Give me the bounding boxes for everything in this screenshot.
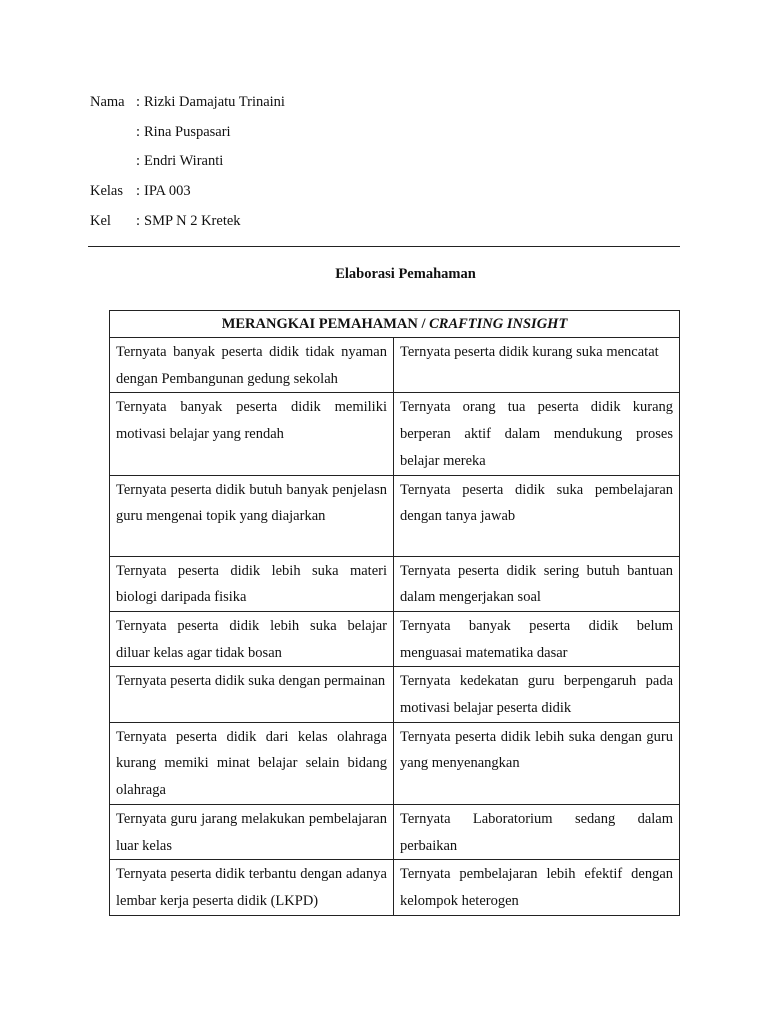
identity-label: Kel bbox=[90, 212, 111, 229]
table-cell-right: Ternyata kedekatan guru berpengaruh pada motivasi belajar peserta didik bbox=[394, 667, 680, 722]
identity-row-group bbox=[90, 209, 690, 239]
table-cell-left: Ternyata peserta didik lebih suka belajar diluar kelas agar tidak bosan bbox=[110, 611, 394, 666]
table-cell-left: Ternyata peserta didik suka dengan permainan bbox=[110, 667, 394, 722]
table-header-row bbox=[110, 311, 680, 338]
table-row bbox=[110, 860, 680, 915]
table-row bbox=[110, 722, 680, 804]
table-row bbox=[110, 475, 680, 556]
crafting-insight-table bbox=[109, 310, 680, 916]
table-cell-left: Ternyata peserta didik lebih suka materi biologi daripada fisika bbox=[110, 556, 394, 611]
table-cell-right: Ternyata peserta didik kurang suka mencatat bbox=[394, 338, 680, 393]
table-header bbox=[110, 311, 680, 338]
table-cell-left: Ternyata peserta didik dari kelas olahraga kurang memiki minat belajar selain bidang olahraga bbox=[110, 722, 394, 804]
table-cell-right: Ternyata peserta didik lebih suka dengan guru yang menyenangkan bbox=[394, 722, 680, 804]
identity-separator: : bbox=[136, 94, 141, 110]
table-cell-left: Ternyata peserta didik terbantu dengan adanya lembar kerja peserta didik (LKPD) bbox=[110, 860, 394, 915]
identity-separator: : bbox=[136, 212, 141, 229]
identity-row-name-3 bbox=[90, 149, 690, 179]
table-header-prefix: MERANGKAI PEMAHAMAN / bbox=[221, 316, 430, 332]
identity-label bbox=[90, 149, 136, 179]
identity-separator: : bbox=[136, 123, 141, 140]
table-cell-right: Ternyata orang tua peserta didik kurang berperan aktif dalam mendukung proses belajar mereka bbox=[394, 393, 680, 475]
identity-separator: : bbox=[136, 153, 141, 170]
table-row bbox=[110, 667, 680, 722]
identity-block bbox=[90, 90, 690, 238]
identity-row-class bbox=[90, 179, 690, 209]
table-cell-right: Ternyata peserta didik suka pembelajaran dengan tanya jawab bbox=[394, 475, 680, 556]
table-cell-left: Ternyata peserta didik butuh banyak penjelasn guru mengenai topik yang diajarkan bbox=[110, 475, 394, 556]
table-row bbox=[110, 556, 680, 611]
table-cell-right: Ternyata Laboratorium sedang dalam perbaikan bbox=[394, 804, 680, 859]
table-cell-right: Ternyata banyak peserta didik belum menguasai matematika dasar bbox=[394, 611, 680, 666]
identity-value: Rizki Damajatu Trinaini bbox=[144, 94, 285, 110]
table-cell-left: Ternyata banyak peserta didik memiliki motivasi belajar yang rendah bbox=[110, 393, 394, 475]
table-cell-right: Ternyata pembelajaran lebih efektif dengan kelompok heterogen bbox=[394, 860, 680, 915]
table-row bbox=[110, 393, 680, 475]
identity-row-name-2 bbox=[90, 120, 690, 150]
header-divider bbox=[88, 246, 680, 247]
table-row bbox=[110, 611, 680, 666]
identity-label: Kelas bbox=[90, 183, 124, 200]
identity-value: Rina Puspasari bbox=[144, 123, 231, 140]
document-title: Elaborasi Pemahaman bbox=[335, 266, 476, 282]
table-header-italic: CRAFTING INSIGHT bbox=[429, 316, 568, 332]
identity-label: Nama bbox=[90, 94, 125, 110]
identity-value: Endri Wiranti bbox=[144, 153, 224, 170]
table-cell-right: Ternyata peserta didik sering butuh bantuan dalam mengerjakan soal bbox=[394, 556, 680, 611]
identity-label bbox=[90, 120, 136, 150]
identity-value: IPA 003 bbox=[144, 183, 191, 200]
identity-value: SMP N 2 Kretek bbox=[144, 212, 241, 229]
table-cell-left: Ternyata banyak peserta didik tidak nyaman dengan Pembangunan gedung sekolah bbox=[110, 338, 394, 393]
identity-row-name bbox=[90, 90, 690, 120]
table-row bbox=[110, 338, 680, 393]
table-row bbox=[110, 804, 680, 859]
table-cell-left: Ternyata guru jarang melakukan pembelajaran luar kelas bbox=[110, 804, 394, 859]
identity-separator: : bbox=[136, 183, 141, 200]
